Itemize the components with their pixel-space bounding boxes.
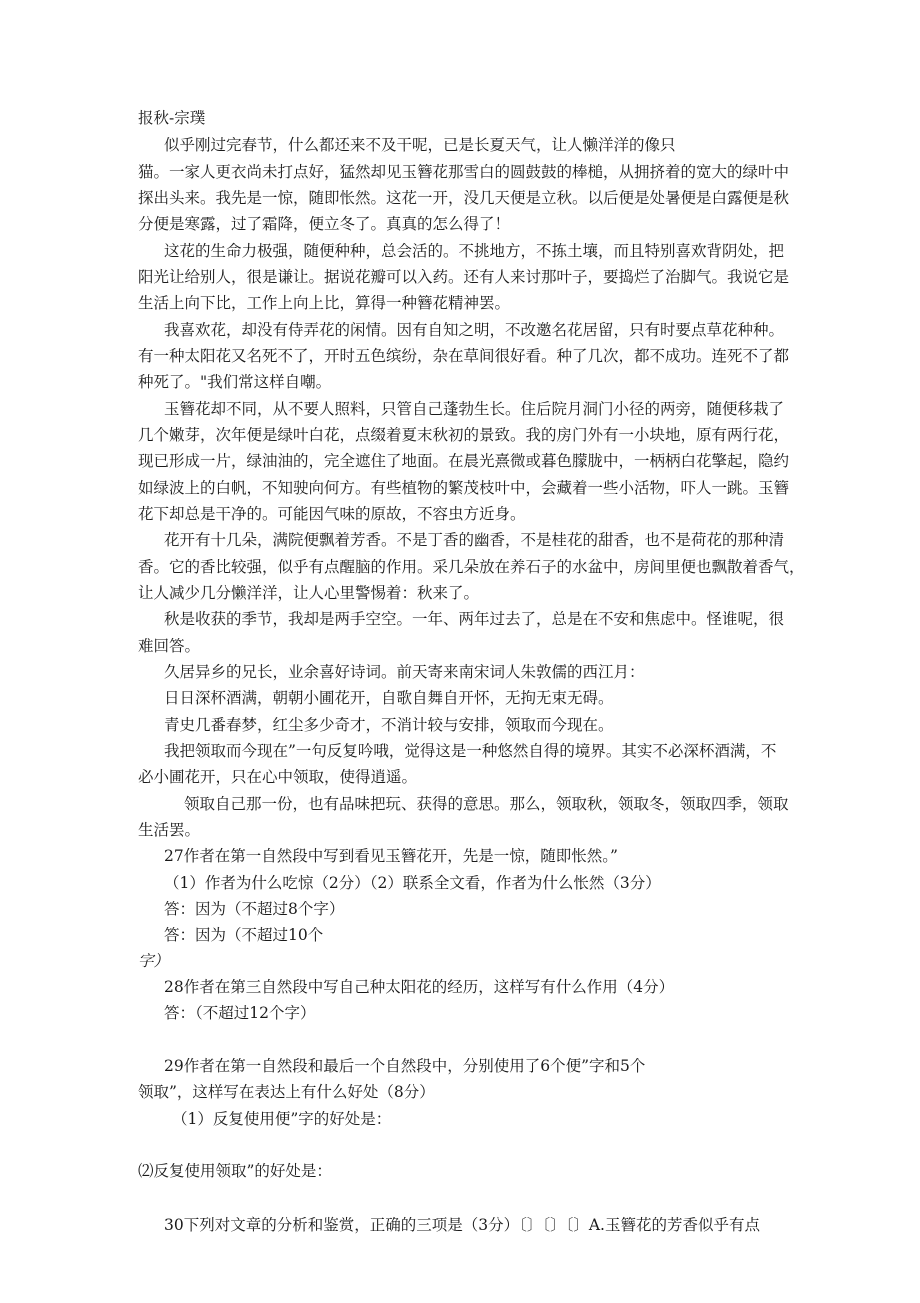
text-line: 秋是收获的季节，我却是两手空空。一年、两年过去了，总是在不安和焦虑中。怪谁呢，很 <box>164 610 785 628</box>
question-30: 30下列对文章的分析和鉴赏，正确的三项是（3分）〔〕〔〕〔〕A.玉簪花的芳香似乎有点 <box>164 1216 760 1234</box>
question-29-part1: （1）反复使用便”字的好处是： <box>172 1110 392 1128</box>
text-line: 种死了。"我们常这样自嘲。 <box>138 373 332 391</box>
text-line: 有一种太阳花又名死不了，开时五色缤纷，杂在草间很好看。种了几次，都不成功。连死不了都 <box>138 347 790 365</box>
answer-line: 答：（不超过12个字） <box>164 1004 316 1022</box>
text-line: 现已形成一片，绿油油的，完全遮住了地面。在晨光熹微或暮色朦胧中，一柄柄白花擎起，隐约 <box>138 452 790 470</box>
text-line: 这花的生命力极强，随便种种，总会活的。不挑地方，不拣土壤，而且特别喜欢背阴处，把 <box>164 242 785 260</box>
text-line: 如绿波上的白帆，不知驶向何方。有些植物的繁茂枝叶中，会藏着一些小活物，吓人一跳。玉簪 <box>138 479 790 497</box>
text-line: 生活罢。 <box>138 821 201 839</box>
text-line: 花下却总是干净的。可能因气味的原故，不容虫方近身。 <box>138 505 526 523</box>
poem-line: 青史几番春梦，红尘多少奇才，不消计较与安排，领取而今现在。 <box>164 716 614 734</box>
text-line: 分便是寒露，过了霜降，便立冬了。真真的怎么得了！ <box>138 215 511 233</box>
poem-line: 日日深杯酒满，朝朝小圃花开，自歌自舞自开怀，无拘无束无碍。 <box>164 689 614 707</box>
question-29: 29作者在第一自然段和最后一个自然段中，分别使用了6个便”字和5个 <box>164 1057 646 1075</box>
text-line: 让人减少几分懒洋洋，让人心里警惕着：秋来了。 <box>138 584 480 602</box>
text-line: 久居异乡的兄长，业余喜好诗词。前天寄来南宋词人朱敦儒的西江月： <box>164 663 645 681</box>
question-29-cont: 领取”，这样写在表达上有什么好处（8分） <box>138 1083 435 1101</box>
text-line: 必小圃花开，只在心中领取，使得逍遥。 <box>138 768 418 786</box>
question-29-part2: ⑵反复使用领取”的好处是： <box>138 1162 332 1180</box>
question-27-parts: （1）作者为什么吃惊（2分）（2）联系全文看，作者为什么怅然（3分） <box>164 874 661 892</box>
text-line: 似乎刚过完春节，什么都还来不及干呢，已是长夏天气，让人懒洋洋的像只 <box>164 136 676 154</box>
question-27: 27作者在第一自然段中写到看见玉簪花开，先是一惊，随即怅然。” <box>164 847 618 865</box>
question-28: 28作者在第三自然段中写自己种太阳花的经历，这样写有什么作用（4分） <box>164 978 675 996</box>
text-line: 猫。一家人更衣尚未打点好，猛然却见玉簪花那雪白的圆鼓鼓的棒槌，从拥挤着的宽大的绿叶中 <box>138 163 790 181</box>
text-line: 我把领取而今现在”一句反复吟哦，觉得这是一种悠然自得的境界。其实不必深杯酒满，不 <box>164 742 777 760</box>
answer-line: 答：因为（不超过10个 <box>164 926 324 944</box>
text-line: 玉簪花却不同，从不要人照料，只管自己蓬勃生长。住后院月洞门小径的两旁，随便移栽了 <box>164 400 785 418</box>
text-line: 生活上向下比，工作上向上比，算得一种簪花精神罢。 <box>138 294 511 312</box>
text-line: 几个嫩芽，次年便是绿叶白花，点缀着夏末秋初的景致。我的房门外有一小块地，原有两行花， <box>138 426 790 444</box>
text-line: 我喜欢花，却没有侍弄花的闲情。因有自知之明，不改邀名花居留，只有时要点草花种种。 <box>164 321 785 339</box>
text-line: 领取自己那一份，也有品味把玩、获得的意思。那么，领取秋，领取冬，领取四季，领取 <box>184 795 789 813</box>
text-line: 探出头来。我先是一惊，随即怅然。这花一开，没几天便是立秋。以后便是处暑便是白露便是秋 <box>138 189 790 207</box>
text-line: 香。它的香比较强，似乎有点醒脑的作用。采几朵放在养石子的水盆中，房间里便也飘散着香气， <box>138 558 805 576</box>
answer-line: 答：因为（不超过8个字） <box>164 900 345 918</box>
answer-line-wrap: 字） <box>138 952 170 970</box>
text-line: 阳光让给别人，很是谦让。据说花瓣可以入药。还有人来讨那叶子，要捣烂了治脚气。我说它是 <box>138 268 790 286</box>
document-title: 报秋-宗璞 <box>138 109 206 127</box>
text-line: 花开有十几朵，满院便飘着芳香。不是丁香的幽香，不是桂花的甜香，也不是荷花的那种清 <box>164 531 785 549</box>
text-line: 难回答。 <box>138 637 201 655</box>
